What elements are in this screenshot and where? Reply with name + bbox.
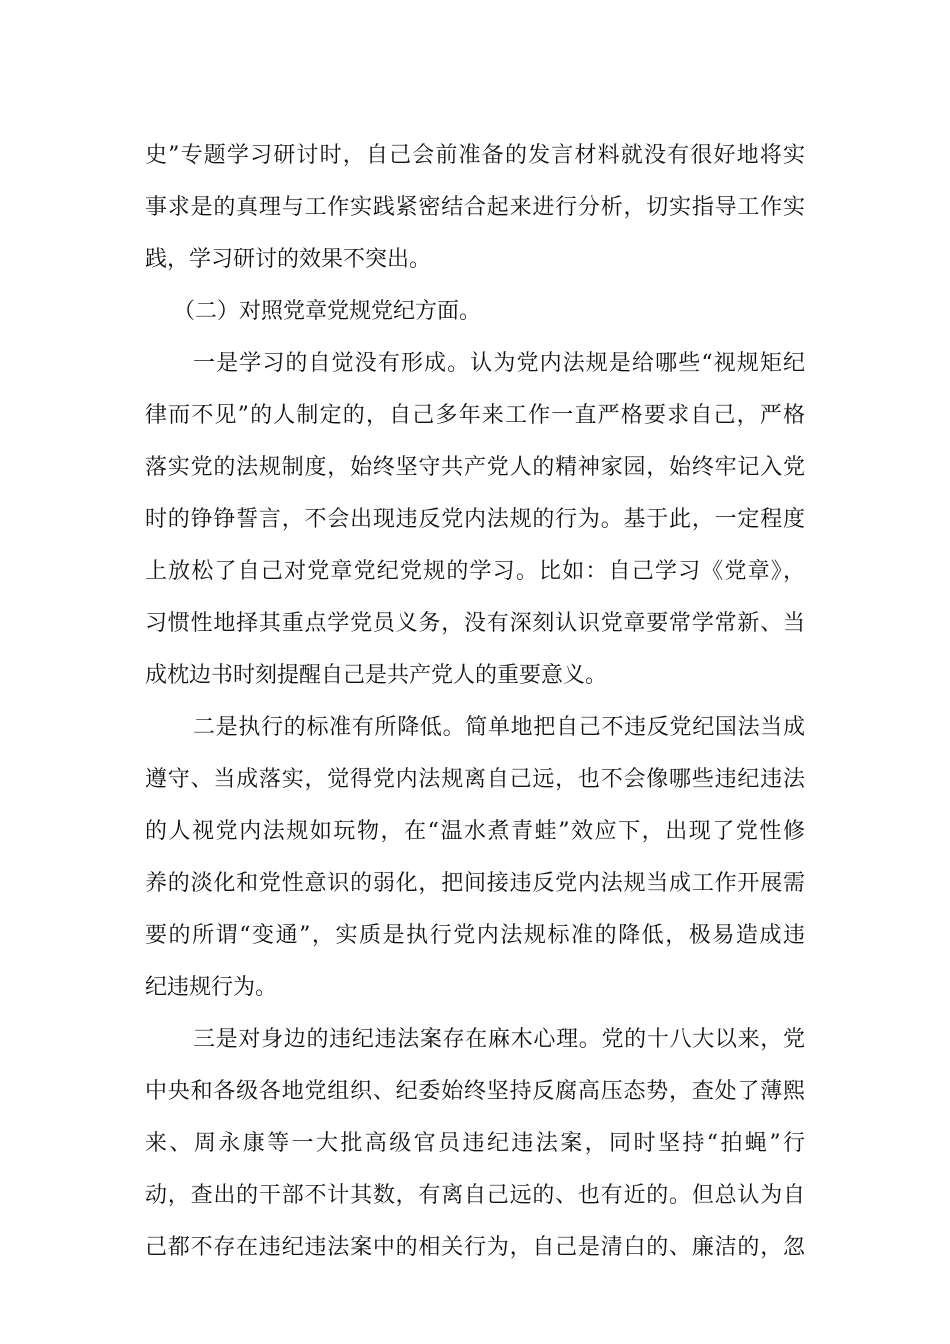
text-line: 纪违规行为。 <box>145 975 278 1000</box>
text-line: 一是学习的自觉没有形成。认为党内法规是给哪些“视规矩纪 <box>193 351 805 376</box>
text-line: 的人视党内法规如玩物，在“温水煮青蛙”效应下，出现了党性修 <box>145 819 805 844</box>
text-line: 上放松了自己对党章党纪党规的学习。比如：自己学习《党章》， <box>145 559 805 584</box>
text-line: 践，学习研讨的效果不突出。 <box>145 247 432 272</box>
text-line: 习惯性地择其重点学党员义务，没有深刻认识党章要常学常新、当 <box>145 611 805 636</box>
text-line: 中央和各级各地党组织、纪委始终坚持反腐高压态势，查处了薄熙 <box>145 1079 805 1104</box>
text-line: 律而不见”的人制定的，自己多年来工作一直严格要求自己，严格 <box>145 403 805 428</box>
document-body <box>145 130 805 1274</box>
text-line: 二是执行的标准有所降低。简单地把自己不违反党纪国法当成 <box>193 715 805 740</box>
text-line: 成枕边书时刻提醒自己是共产党人的重要意义。 <box>145 663 608 688</box>
text-line: 时的铮铮誓言，不会出现违反党内法规的行为。基于此，一定程度 <box>145 507 805 532</box>
text-line: 来、周永康等一大批高级官员违纪违法案，同时坚持“拍蝇”行 <box>145 1131 805 1156</box>
text-line: 史”专题学习研讨时，自己会前准备的发言材料就没有很好地将实 <box>145 143 805 168</box>
text-line: 三是对身边的违纪违法案存在麻木心理。党的十八大以来，党 <box>193 1027 805 1052</box>
text-line: 遵守、当成落实，觉得党内法规离自己远，也不会像哪些违纪违法 <box>145 767 805 792</box>
text-line: （二）对照党章党规党纪方面。 <box>173 299 482 324</box>
text-line: 动，查出的干部不计其数，有离自己远的、也有近的。但总认为自 <box>145 1183 805 1208</box>
text-line: 要的所谓“变通”，实质是执行党内法规标准的降低，极易造成违 <box>145 923 805 948</box>
text-line: 养的淡化和党性意识的弱化，把间接违反党内法规当成工作开展需 <box>145 871 805 896</box>
text-line: 事求是的真理与工作实践紧密结合起来进行分析，切实指导工作实 <box>145 195 805 220</box>
text-line: 落实党的法规制度，始终坚守共产党人的精神家园，始终牢记入党 <box>145 455 805 480</box>
text-line: 己都不存在违纪违法案中的相关行为，自己是清白的、廉洁的，忽 <box>145 1235 805 1260</box>
